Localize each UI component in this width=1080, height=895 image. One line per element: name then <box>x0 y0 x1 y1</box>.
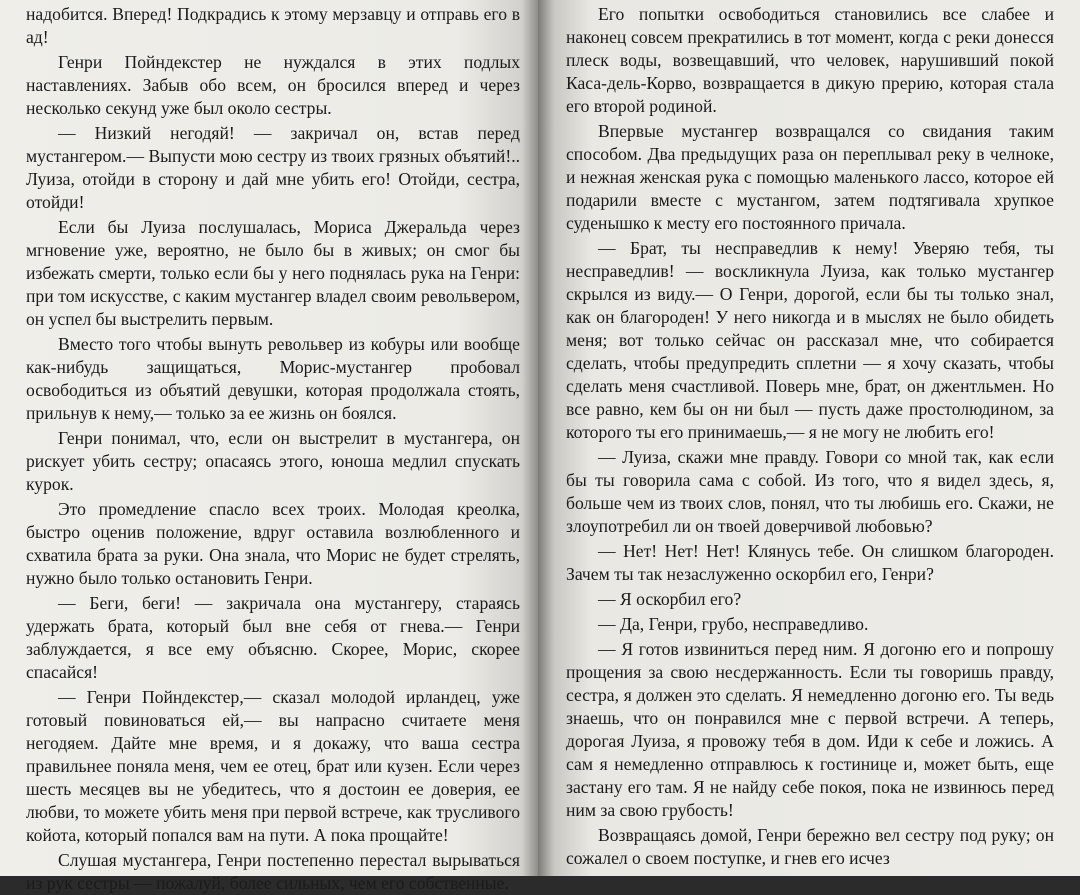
right-paragraph-5: — Нет! Нет! Нет! Клянусь тебе. Он слишком благороден. Зачем ты так незаслуженно оскорбил его, Генри? <box>566 541 1054 584</box>
right-paragraph-1: Его попытки освободиться становились все слабее и наконец совсем прекратились в тот момент, когда с реки донесся плеск воды, возвещавший, что человек, нарушивший покой Каса-дель-Корво, возвращается в дикую прерию, которая стала его второй родиной. <box>566 4 1054 116</box>
right-paragraph-3: — Брат, ты несправедлив к нему! Уверяю тебя, ты несправедлив! — воскликнула Луиза, как только мустангер скрылся из виду.— О Генри, дорогой, если бы ты только знал, как он благороден! У него никогда и в мыслях не было обидеть меня; вот только сейчас он рассказал мне, что собирается сделать, чтобы предупредить сплетни — я хочу сказать, чтобы сделать меня счастливой. Поверь мне, брат, он джентльмен. Но все равно, кем бы он ни был — пусть даже простолюдином, за которого ты его принимаешь,— я не могу не любить его! <box>566 238 1054 442</box>
left-paragraph-5: Вместо того чтобы вынуть револьвер из кобуры или вообще как-нибудь защищаться, Морис-мустангер пробовал освободиться из объятий девушки, которая продолжала стоять, прильнув к нему,— только за ее жизнь он боялся. <box>26 334 520 423</box>
left-paragraph-9: — Генри Пойндекстер,— сказал молодой ирландец, уже готовый повиноваться ей,— вы напрасно считаете меня негодяем. Дайте мне время, и я докажу, что ваша сестра правильнее поняла меня, чем ее отец, брат или кузен. Если через шесть месяцев вы не убедитесь, что я достоин ее доверия, ее любви, то можете убить меня при первой встрече, как трусливого койота, который попался вам на пути. А пока прощайте! <box>26 687 520 845</box>
left-paragraph-1: надобится. Вперед! Подкрадись к этому мерзавцу и отправь его в ад! <box>26 4 520 47</box>
right-paragraph-2: Впервые мустангер возвращался со свидания таким способом. Два предыдущих раза он переплывал реку в челноке, и нежная женская рука с помощью маленького лассо, которое ей подарили вместе с мустангом, затем подтягивала хрупкое суденышко к месту его постоянного причала. <box>566 121 1054 233</box>
left-paragraph-2: Генри Пойндекстер не нуждался в этих подлых наставлениях. Забыв обо всем, он бросился вперед и через несколько секунд уже был около сестры. <box>26 52 520 118</box>
right-paragraph-9: Возвращаясь домой, Генри бережно вел сестру под руку; он сожалел о своем поступке, и гнев его исчез <box>566 825 1054 868</box>
left-paragraph-8: — Беги, беги! — закричала она мустангеру, стараясь удержать брата, который был вне себя от гнева.— Генри заблуждается, я все ему объясню. Скорее, Морис, скорее спасайся! <box>26 593 520 682</box>
right-paragraph-7: — Да, Генри, грубо, несправедливо. <box>598 614 869 634</box>
right-page <box>538 0 1080 876</box>
left-page <box>0 0 538 893</box>
left-paragraph-10: Слушая мустангера, Генри постепенно перестал вырываться из рук сестры — пожалуй, более сильных, чем его собственные. <box>26 850 520 893</box>
left-paragraph-6: Генри понимал, что, если он выстрелит в мустангера, он рискует убить сестру; опасаясь этого, юноша медлил спускать курок. <box>26 428 520 494</box>
left-paragraph-4: Если бы Луиза послушалась, Мориса Джеральда через мгновение уже, вероятно, не было бы в живых; он смог бы избежать смерти, только если бы у него поднялась рука на Генри: при том искусстве, с каким мустангер владел своим револьвером, он успел бы выстрелить первым. <box>26 217 520 329</box>
right-paragraph-4: — Луиза, скажи мне правду. Говори со мной так, как если бы ты говорила сама с собой. Из того, что я видел здесь, я, больше чем из твоих слов, понял, что ты любишь его. Скажи, не злоупотребил ли он твоей доверчивой любовью? <box>566 447 1054 536</box>
left-paragraph-7: Это промедление спасло всех троих. Молодая креолка, быстро оценив положение, вдруг оставила возлюбленного и схватила брата за руки. Она знала, что Морис не будет стрелять, нужно было только остановить Генри. <box>26 499 520 588</box>
right-paragraph-6: — Я оскорбил его? <box>598 589 742 609</box>
right-paragraph-8: — Я готов извиниться перед ним. Я догоню его и попрошу прощения за свою несдержанность. Если ты говоришь правду, сестра, я должен это сделать. Я немедленно догоню его. Ты ведь знаешь, что он понравился мне с первой встречи. А теперь, дорогая Луиза, я провожу тебя в дом. Иди к себе и ложись. А сам я немедленно отправлюсь к гостинице и, может быть, еще застану его там. Я не найду себе покоя, пока не извинюсь перед ним за свою грубость! <box>566 639 1054 820</box>
left-paragraph-3: — Низкий негодяй! — закричал он, встав перед мустангером.— Выпусти мою сестру из твоих грязных объятий!.. Луиза, отойди в сторону и дай мне убить его! Отойди, сестра, отойди! <box>26 123 520 212</box>
